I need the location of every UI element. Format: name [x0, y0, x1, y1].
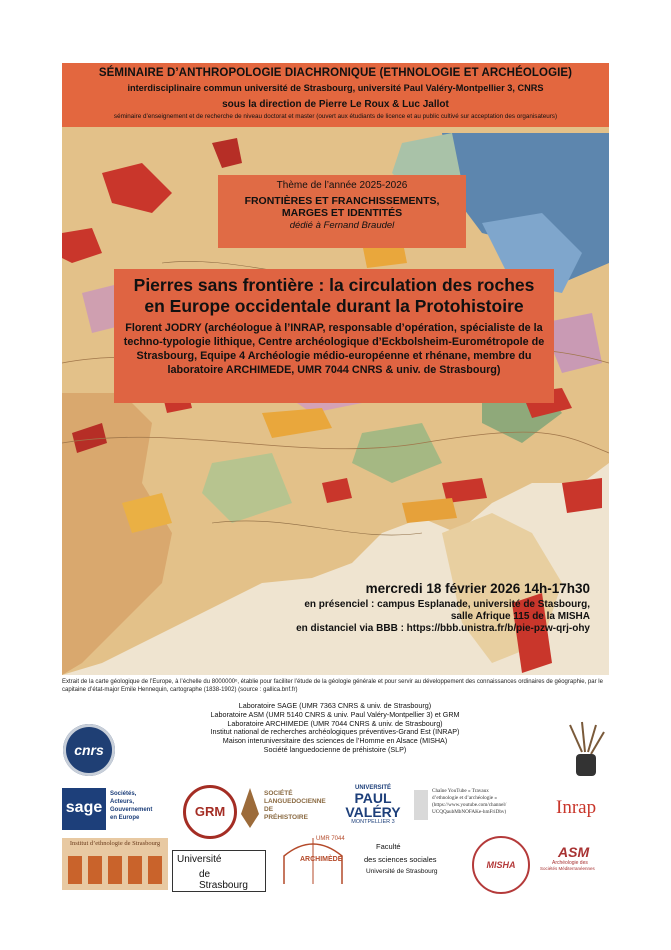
sage-line: en Europe — [110, 815, 140, 821]
lab-line: Société languedocienne de préhistoire (SLP) — [263, 744, 407, 754]
talk-title — [114, 275, 554, 317]
youtube-text — [432, 788, 506, 816]
event-remote-link[interactable]: en distanciel via BBB : https://bbb.unistra.fr/b/pie-pzw-qrj-ohy — [296, 623, 590, 634]
asm-logo — [540, 844, 610, 888]
cnrs-logo-text: cnrs — [74, 742, 104, 758]
sage-logo-text — [110, 790, 152, 822]
talk-speaker: Florent JODRY (archéologue à l’INRAP, responsable d’opération, spécialiste de la techno-typologie lithique, Centre archéologique d’Eckbolsheim-Eurométropole de Strasbourg, Equipe 4 Archéologie médio-européenne et rhénane, membre du laboratoire ARCHIMEDE, UMR 7044 CNRS & univ. de Strasbourg) — [123, 322, 545, 376]
event-presential-line2: salle Afrique 115 de la MISHA — [450, 611, 590, 622]
talk-box — [114, 269, 554, 403]
header-band — [62, 63, 609, 127]
sage-logo-mark: sage — [62, 788, 106, 830]
fac-line-3: Université de Strasbourg — [366, 868, 438, 875]
lab-line: Institut national de recherches archéologiques préventives-Grand Est (INRAP) — [210, 727, 460, 737]
unistra-line-2: de Strasbourg — [199, 869, 248, 891]
slp-logo — [240, 788, 330, 828]
lab-line: Laboratoire ARCHIMEDE (UMR 7044 CNRS & univ. de Strasbourg) — [227, 718, 443, 728]
slp-logo-text — [264, 790, 326, 822]
theme-title-line2: MARGES ET IDENTITÉS — [281, 207, 403, 219]
slp-line: PRÉHISTOIRE — [264, 814, 308, 821]
lab-line: Laboratoire SAGE (UMR 7363 CNRS & univ. de Strasbourg) — [238, 701, 432, 710]
asm-logo-sub-2: Sociétés Méditerranéennes — [540, 866, 595, 871]
seminar-title: SÉMINAIRE D’ANTHROPOLOGIE DIACHRONIQUE (ETHNOLOGIE ET ARCHÉOLOGIE) — [98, 67, 573, 79]
yt-line: Chaîne YouTube « Travaux — [432, 788, 489, 794]
yt-line: (https://www.youtube.com/channel/ — [432, 802, 507, 808]
talk-title-line2: en Europe occidentale durant la Protohistoire — [144, 296, 524, 316]
grm-logo-text: GRM — [194, 804, 226, 819]
upv-logo — [340, 785, 406, 833]
seminar-direction: sous la direction de Pierre Le Roux & Luc Jallot — [222, 99, 449, 110]
event-presential-line1: en présenciel : campus Esplanade, université de Stasbourg, — [304, 599, 590, 610]
archimede-name: ARCHIMÈDE — [300, 856, 343, 863]
upv-main-2: VALÉRY — [345, 804, 401, 820]
slp-line: DE — [264, 806, 274, 813]
youtube-icon — [414, 790, 428, 820]
theme-dedication: dédié à Fernand Braudel — [289, 220, 395, 231]
map-caption: Extrait de la carte géologique de l’Europe, à l’échelle du 8000000ᵉ, établie pour faciliter l’étude de la géologie générale et pour servir au développement des connaissances ordinaires de géographie, par le capitaine d’état-major Emile Hennequin, cartographe (1838-1902) (source : gallica.bnf.fr) — [62, 679, 603, 693]
faculte-logo — [362, 842, 462, 886]
event-details — [150, 581, 590, 635]
unistra-line-1: Université — [177, 854, 222, 865]
theme-title-line1: FRONTIÈRES ET FRANCHISSEMENTS, — [244, 195, 440, 207]
yt-line: d’ethnologie et d’archéologie » — [432, 795, 497, 801]
grm-logo — [183, 785, 237, 839]
slp-line: SOCIÉTÉ — [264, 790, 293, 797]
seminar-note: séminaire d’enseignement et de recherche de niveau doctorat et master (ouvert aux étudiants de licence et au public cultivé sur acceptation des organisateurs) — [113, 113, 558, 120]
misha-logo-text: MISHA — [486, 860, 516, 870]
archimede-logo — [270, 832, 356, 892]
arrowhead-icon — [240, 788, 260, 828]
upv-main-1: PAUL — [354, 790, 392, 806]
lab-line: Maison interuniversitaire des sciences de l’Homme en Alsace (MISHA) — [222, 736, 448, 746]
cnrs-logo — [63, 724, 115, 776]
ethno-logo — [62, 838, 168, 890]
poster — [62, 63, 609, 675]
upv-top: UNIVERSITÉ — [354, 785, 391, 791]
event-location — [150, 599, 590, 635]
sage-line: Acteurs, — [110, 799, 135, 805]
archimede-umr: UMR 7044 — [316, 836, 345, 842]
theme-box — [218, 175, 466, 248]
sage-line: Sociétés, — [110, 791, 137, 797]
seminar-subtitle: interdisciplinaire commun université de Strasbourg, université Paul Valéry-Montpellier 3, CNRS — [127, 83, 544, 93]
theme-title — [218, 195, 466, 219]
talk-title-line1: Pierres sans frontière : la circulation des roches — [133, 275, 535, 295]
misha-logo — [472, 836, 530, 894]
sage-logo — [62, 788, 172, 830]
sage-line: Gouvernement — [110, 807, 153, 813]
fac-line-1: Faculté — [376, 842, 401, 851]
asm-logo-sub-1: Archéologie des — [552, 860, 588, 866]
ethno-figures-icon — [62, 850, 168, 888]
event-date: mercredi 18 février 2026 14h-17h30 — [365, 581, 590, 596]
youtube-channel-box — [414, 786, 544, 826]
yt-line: UCQQaubMbNOFAKe-hmFriDbv) — [432, 809, 507, 815]
lab-line: Laboratoire ASM (UMR 5140 CNRS & univ. Paul Valéry-Montpellier 3) et GRM — [210, 709, 460, 719]
upv-bottom: MONTPELLIER 3 — [351, 819, 395, 825]
asm-logo-main: ASM — [558, 844, 590, 860]
ethno-logo-text: Institut d’ethnologie de Strasbourg — [69, 840, 161, 847]
inrap-logo — [556, 797, 610, 821]
theme-label: Thème de l’année 2025-2026 — [276, 180, 408, 191]
slp-line: LANGUEDOCIENNE — [264, 798, 326, 805]
fac-line-2: des sciences sociales — [364, 855, 437, 864]
slp-flint-logo — [560, 720, 610, 780]
labs-list — [150, 702, 520, 755]
unistra-logo — [172, 850, 266, 892]
inrap-logo-text: Inrap — [556, 797, 597, 818]
